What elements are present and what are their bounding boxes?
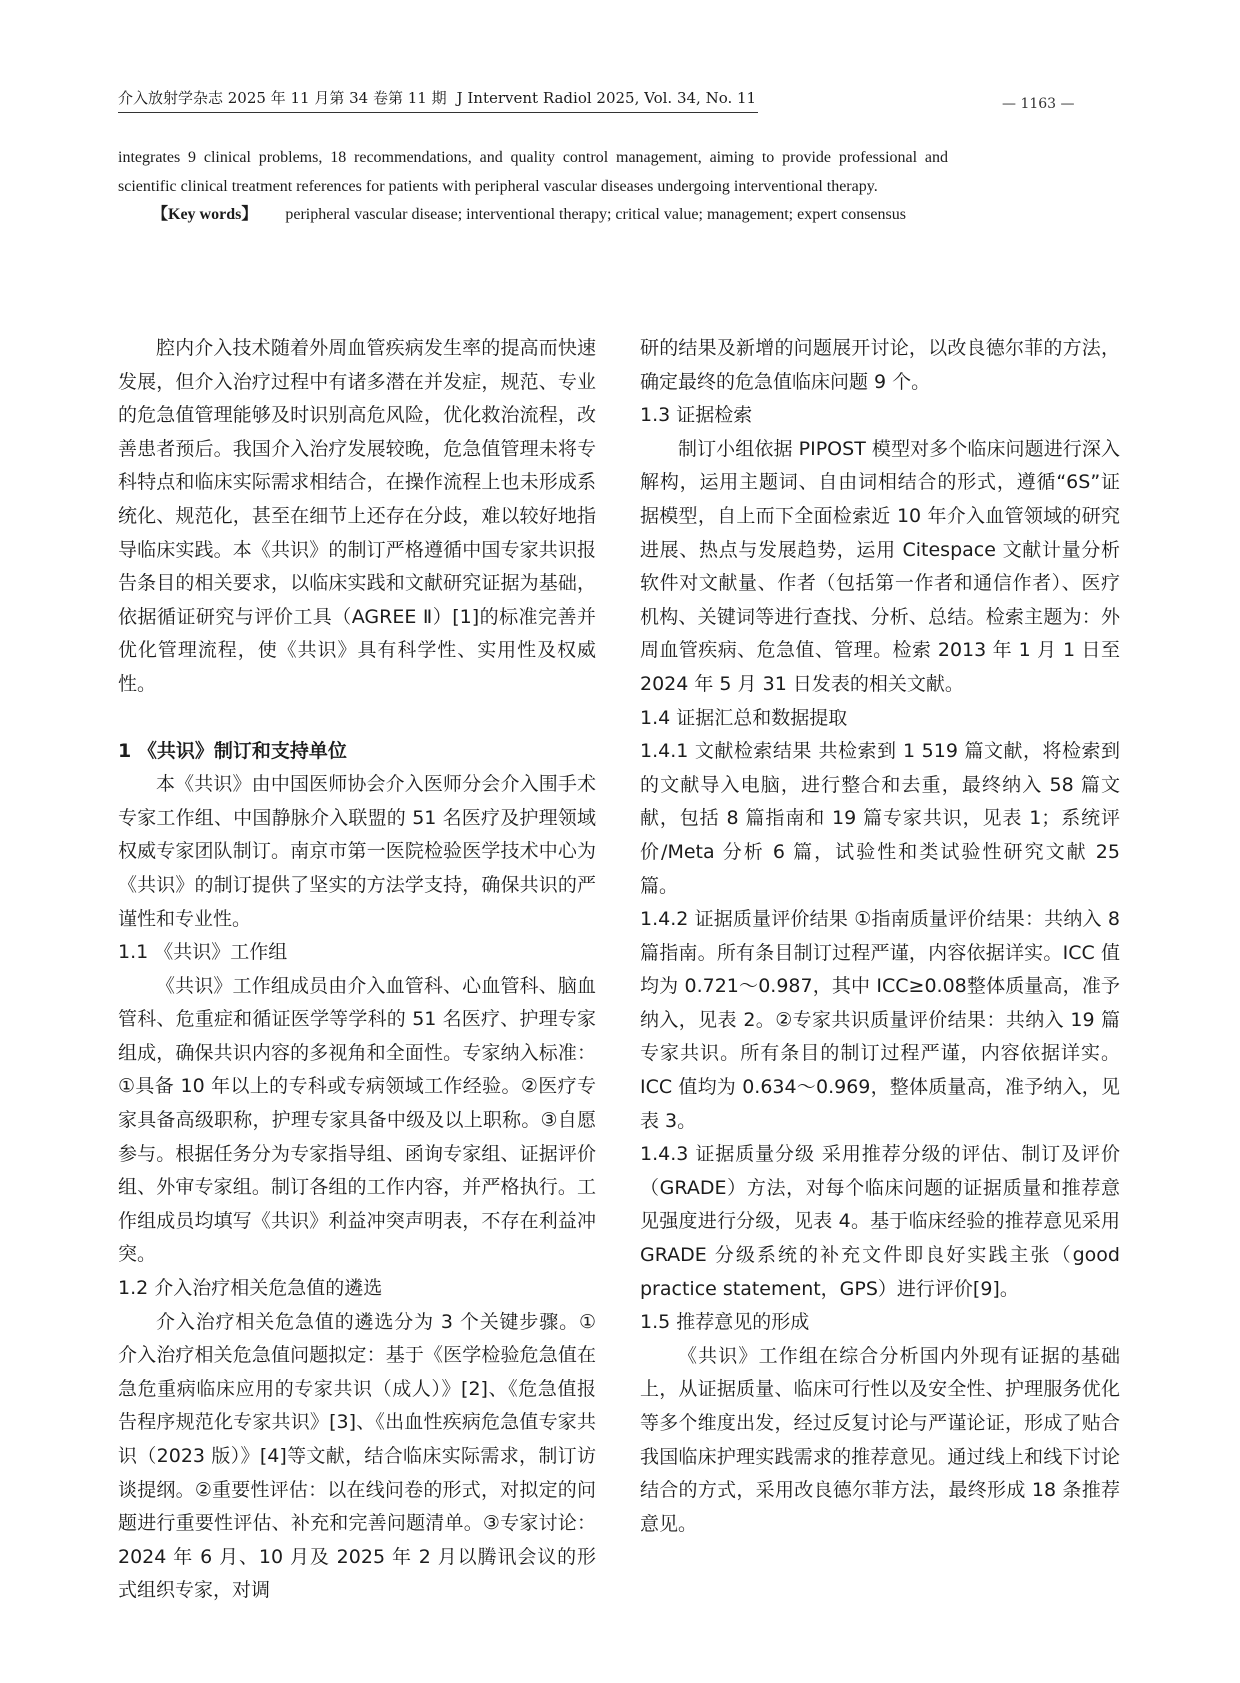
section-1-3-heading: 1.3 证据检索 <box>640 404 753 427</box>
keywords-label: 【Key words】 <box>152 206 258 223</box>
section-1-4-1: 1.4.1 文献检索结果 共检索到 1 519 篇文献，将检索到的文献导入电脑，进行整合和去重，最终纳入 58 篇文献，包括 8 篇指南和 19 篇专家共识，见表 1；系统评价/Meta 分析 6 篇，试验性和类试验性研究文献 25 篇。 <box>640 740 1120 897</box>
keywords-line <box>118 201 948 230</box>
section-1-4-heading: 1.4 证据汇总和数据提取 <box>640 706 848 729</box>
intro-paragraph: 腔内介入技术随着外周血管疾病发生率的提高而快速发展，但介入治疗过程中有诸多潜在并发症，规范、专业的危急值管理能够及时识别高危风险，优化救治流程，改善患者预后。我国介入治疗发展较晚，危急值管理未将专科特点和临床实际需求相结合，在操作流程上也未形成系统化、规范化，甚至在细节上还存在分歧，难以较好地指导临床实践。本《共识》的制订严格遵循中国专家共识报告条目的相关要求，以临床实践和文献研究证据为基础，依据循证研究与评价工具（AGREE Ⅱ）[1]的标准完善并优化管理流程，使《共识》具有科学性、实用性及权威性。 <box>118 337 596 695</box>
section-1-2-body: 介入治疗相关危急值的遴选分为 3 个关键步骤。①介入治疗相关危急值问题拟定：基于《医学检验危急值在急危重病临床应用的专家共识（成人）》[2]、《危急值报告程序规范化专家共识》[3]、《出血性疾病危急值专家共识（2023 版）》[4]等文献，结合临床实际需求，制订访谈提纲。②重要性评估：以在线问卷的形式，对拟定的问题进行重要性评估、补充和完善问题清单。③专家讨论：2024 年 6 月、10 月及 2025 年 2 月以腾讯会议的形式组织专家，对调 <box>118 1310 596 1602</box>
section-1-body: 本《共识》由中国医师协会介入医师分会介入围手术专家工作组、中国静脉介入联盟的 51 名医疗及护理领域权威专家团队制订。南京市第一医院检验医学技术中心为《共识》的制订提供了坚实的方法学支持，确保共识的严谨性和专业性。 <box>118 773 596 930</box>
keywords-text: peripheral vascular disease; interventional therapy; critical value; management; expert consensus <box>285 206 906 223</box>
section-1-3-body: 制订小组依据 PIPOST 模型对多个临床问题进行深入解构，运用主题词、自由词相结合的形式，遵循“6S”证据模型，自上而下全面检索近 10 年介入血管领域的研究进展、热点与发展趋势，运用 Citespace 文献计量分析软件对文献量、作者（包括第一作者和通信作者）、医疗机构、关键词等进行查找、分析、总结。检索主题为：外周血管疾病、危急值、管理。检索 2013 年 1 月 1 日至 2024 年 5 月 31 日发表的相关文献。 <box>640 437 1120 695</box>
abstract-section <box>118 144 948 230</box>
right-column <box>640 332 1120 1541</box>
section-1-4-2: 1.4.2 证据质量评价结果 ①指南质量评价结果：共纳入 8 篇指南。所有条目制订过程严谨，内容依据详实。ICC 值均为 0.721～0.987，其中 ICC≥0.08整体质量高，准予纳入，见表 2。②专家共识质量评价结果：共纳入 19 篇专家共识。所有条目的制订过程严谨，内容依据详实。ICC 值均为 0.634～0.969，整体质量高，准予纳入，见表 3。 <box>640 908 1120 1132</box>
journal-cn: 介入放射学杂志 2025 年 11 月第 34 卷第 11 期 <box>118 89 447 107</box>
section-1-5-body: 《共识》工作组在综合分析国内外现有证据的基础上，从证据质量、临床可行性以及安全性、护理服务优化等多个维度出发，经过反复讨论与严谨论证，形成了贴合我国临床护理实践需求的推荐意见。通过线上和线下讨论结合的方式，采用改良德尔菲方法，最终形成 18 条推荐意见。 <box>640 1344 1120 1535</box>
section-1-4-3: 1.4.3 证据质量分级 采用推荐分级的评估、制订及评价（GRADE）方法，对每个临床问题的证据质量和推荐意见强度进行分级，见表 4。基于临床经验的推荐意见采用 GRADE 分级系统的补充文件即良好实践主张（good practice statement，GPS）进行评价[9]。 <box>640 1143 1120 1300</box>
left-column <box>118 332 596 1608</box>
continued-paragraph: 研的结果及新增的问题展开讨论，以改良德尔菲的方法，确定最终的危急值临床问题 9 个。 <box>640 337 1120 393</box>
section-1-1-heading: 1.1 《共识》工作组 <box>118 941 288 964</box>
section-1-2-heading: 1.2 介入治疗相关危急值的遴选 <box>118 1277 383 1300</box>
page-number: — 1163 — <box>1002 96 1075 112</box>
running-header <box>118 88 758 113</box>
journal-en: J Intervent Radiol 2025, Vol. 34, No. 11 <box>456 89 757 107</box>
section-1-1-body: 《共识》工作组成员由介入血管科、心血管科、脑血管科、危重症和循证医学等学科的 51 名医疗、护理专家组成，确保共识内容的多视角和全面性。专家纳入标准：①具备 10 年以上的专科或专病领域工作经验。②医疗专家具备高级职称，护理专家具备中级及以上职称。③自愿参与。根据任务分为专家指导组、函询专家组、证据评价组、外审专家组。制订各组的工作内容，并严格执行。工作组成员均填写《共识》利益冲突声明表，不存在利益冲突。 <box>118 974 596 1266</box>
section-1-heading: 1 《共识》制订和支持单位 <box>118 739 347 762</box>
abstract-text: integrates 9 clinical problems, 18 recommendations, and quality control management, aiming to provide professional and scientific clinical treatment references for patients with peripheral vascular diseases undergoing interventional therapy. <box>118 149 948 195</box>
section-1-5-heading: 1.5 推荐意见的形成 <box>640 1311 810 1334</box>
